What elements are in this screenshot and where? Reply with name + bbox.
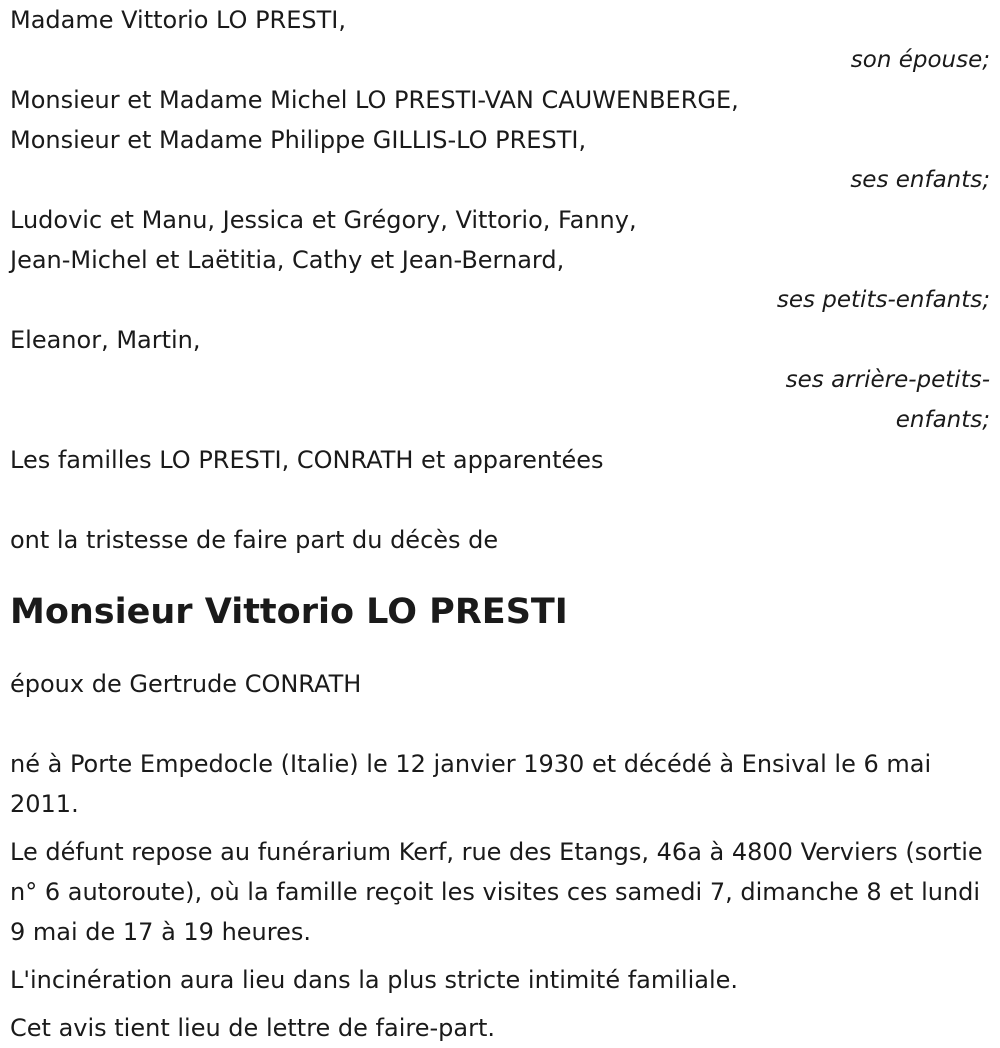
relation-text: ses petits-enfants; [776, 287, 990, 313]
funeral-home-paragraph: Le défunt repose au funérarium Kerf, rue des Etangs, 46a à 4800 Verviers (sortie n° 6 autoroute), où la famille reçoit les visites ces samedi 7, dimanche 8 et lundi 9 mai de 17 à 19 heures. [10, 838, 983, 946]
family-name-line: Monsieur et Madame Philippe GILLIS-LO PRESTI, [10, 126, 587, 154]
relation-text: ses arrière-petits- [785, 367, 990, 393]
relation-label [10, 360, 990, 440]
relation-label [10, 40, 990, 80]
family-name-line: Ludovic et Manu, Jessica et Grégory, Vittorio, Fanny, [10, 206, 637, 234]
deceased-name: Monsieur Vittorio LO PRESTI [10, 592, 568, 632]
family-name-line: Jean-Michel et Laëtitia, Cathy et Jean-Bernard, [10, 246, 565, 274]
birth-death-paragraph: né à Porte Empedocle (Italie) le 12 janvier 1930 et décédé à Ensival le 6 mai 2011. [10, 750, 932, 818]
family-name-line: Madame Vittorio LO PRESTI, [10, 6, 346, 34]
obituary-notice [10, 0, 990, 1048]
family-name-line: Eleanor, Martin, [10, 326, 201, 354]
relation-text: son épouse; [850, 47, 990, 73]
closing-paragraph: Cet avis tient lieu de lettre de faire-part. [10, 1014, 495, 1042]
cremation-paragraph: L'incinération aura lieu dans la plus stricte intimité familiale. [10, 966, 739, 994]
family-name-line: Monsieur et Madame Michel LO PRESTI-VAN CAUWENBERGE, [10, 86, 739, 114]
announcement-line: ont la tristesse de faire part du décès de [10, 526, 499, 554]
relation-label [10, 160, 990, 200]
relation-text: enfants; [895, 407, 990, 433]
relation-label [10, 280, 990, 320]
relation-text: ses enfants; [850, 167, 990, 193]
families-line: Les familles LO PRESTI, CONRATH et apparentées [10, 446, 604, 474]
spouse-line: époux de Gertrude CONRATH [10, 670, 362, 698]
